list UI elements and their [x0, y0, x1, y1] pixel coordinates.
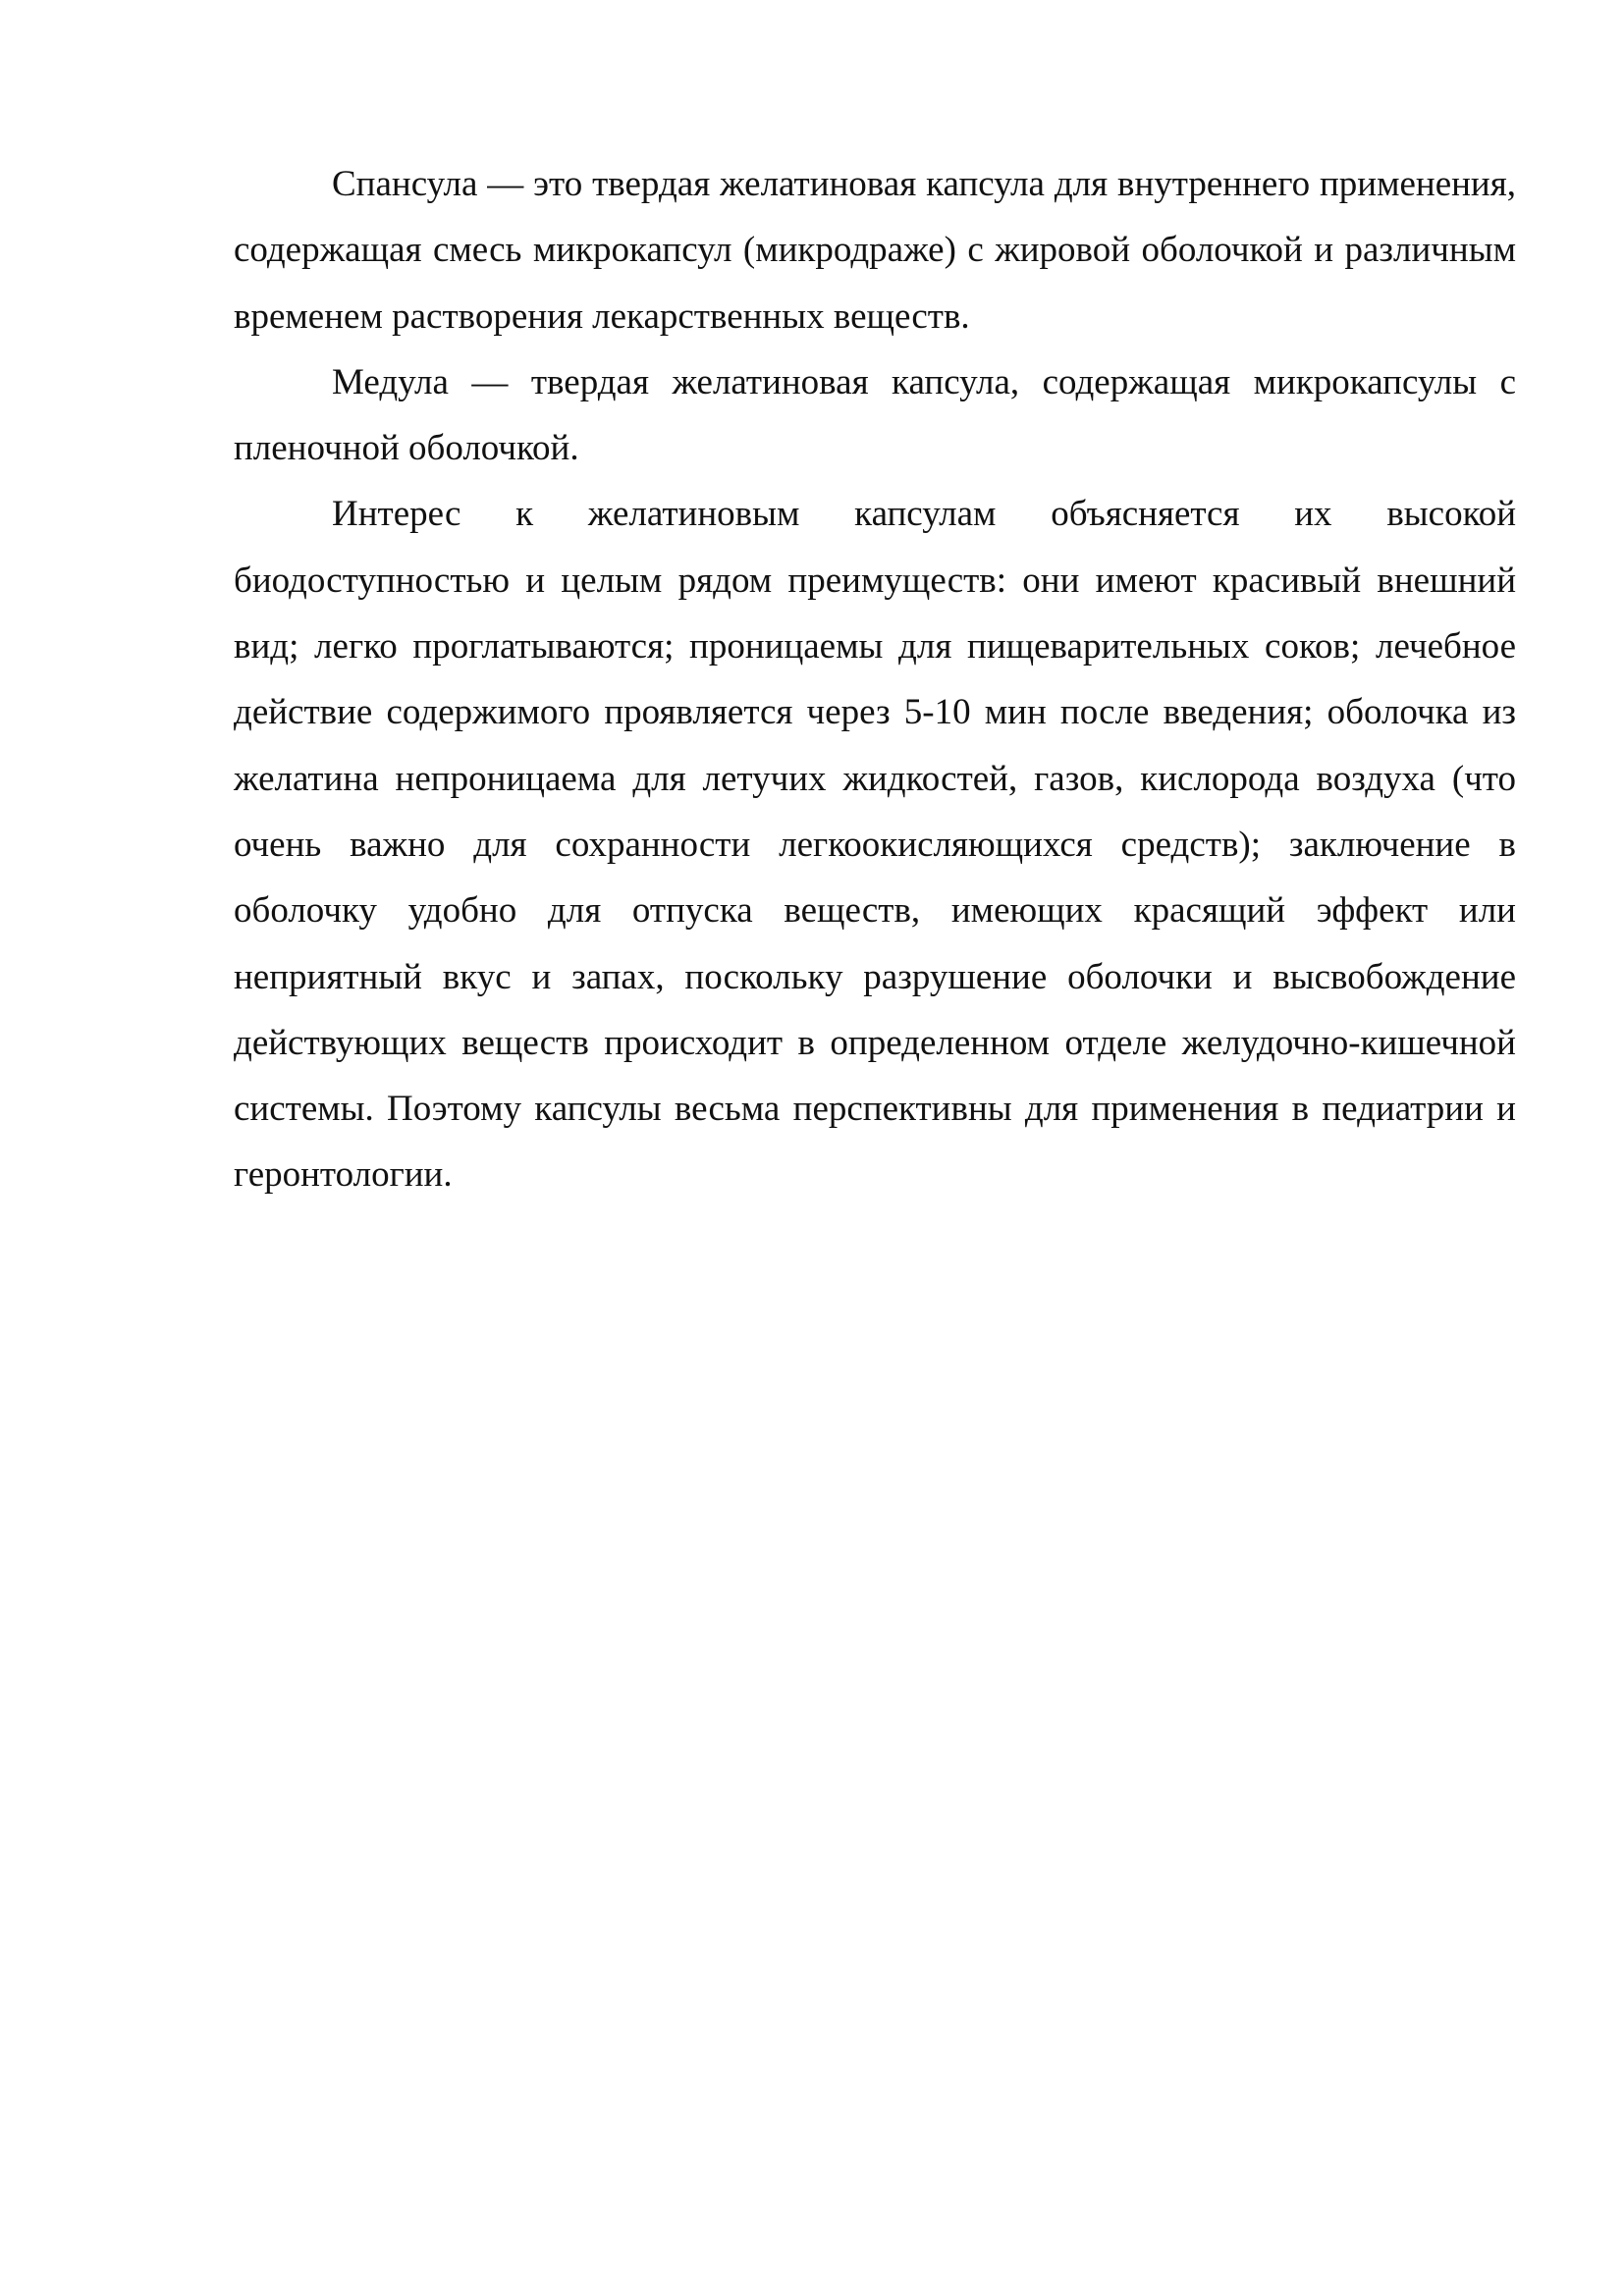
- paragraph-capsule-advantages: Интерес к желатиновым капсулам объясняется их высокой биодоступностью и целым рядом преимуществ: они имеют красивый внешний вид; легко проглатываются; проницаемы для пищеварительных соков; лечебное действие содержимого проявляется через 5-10 мин после введения; оболочка из желатина непроницаема для летучих жидкостей, газов, кислорода воздуха (что очень важно для сохранности легкоокисляющихся средств); заключение в оболочку удобно для отпуска веществ, имеющих красящий эффект или неприятный вкус и запах, поскольку разрушение оболочки и высвобождение действующих веществ происходит в определенном отделе желудочно-кишечной системы. Поэтому капсулы весьма перспективны для применения в педиатрии и геронтологии.: [234, 494, 1516, 1196]
- body-text: [234, 151, 1516, 1208]
- paragraph-medula: Медула — твердая желатиновая капсула, содержащая микрокапсулы с пленочной оболочкой.: [234, 361, 1516, 469]
- paragraph-spansula: Спансула — это твердая желатиновая капсула для внутреннего применения, содержащая смесь микрокапсул (микродраже) с жировой оболочкой и различным временем растворения лекарственных веществ.: [234, 164, 1516, 337]
